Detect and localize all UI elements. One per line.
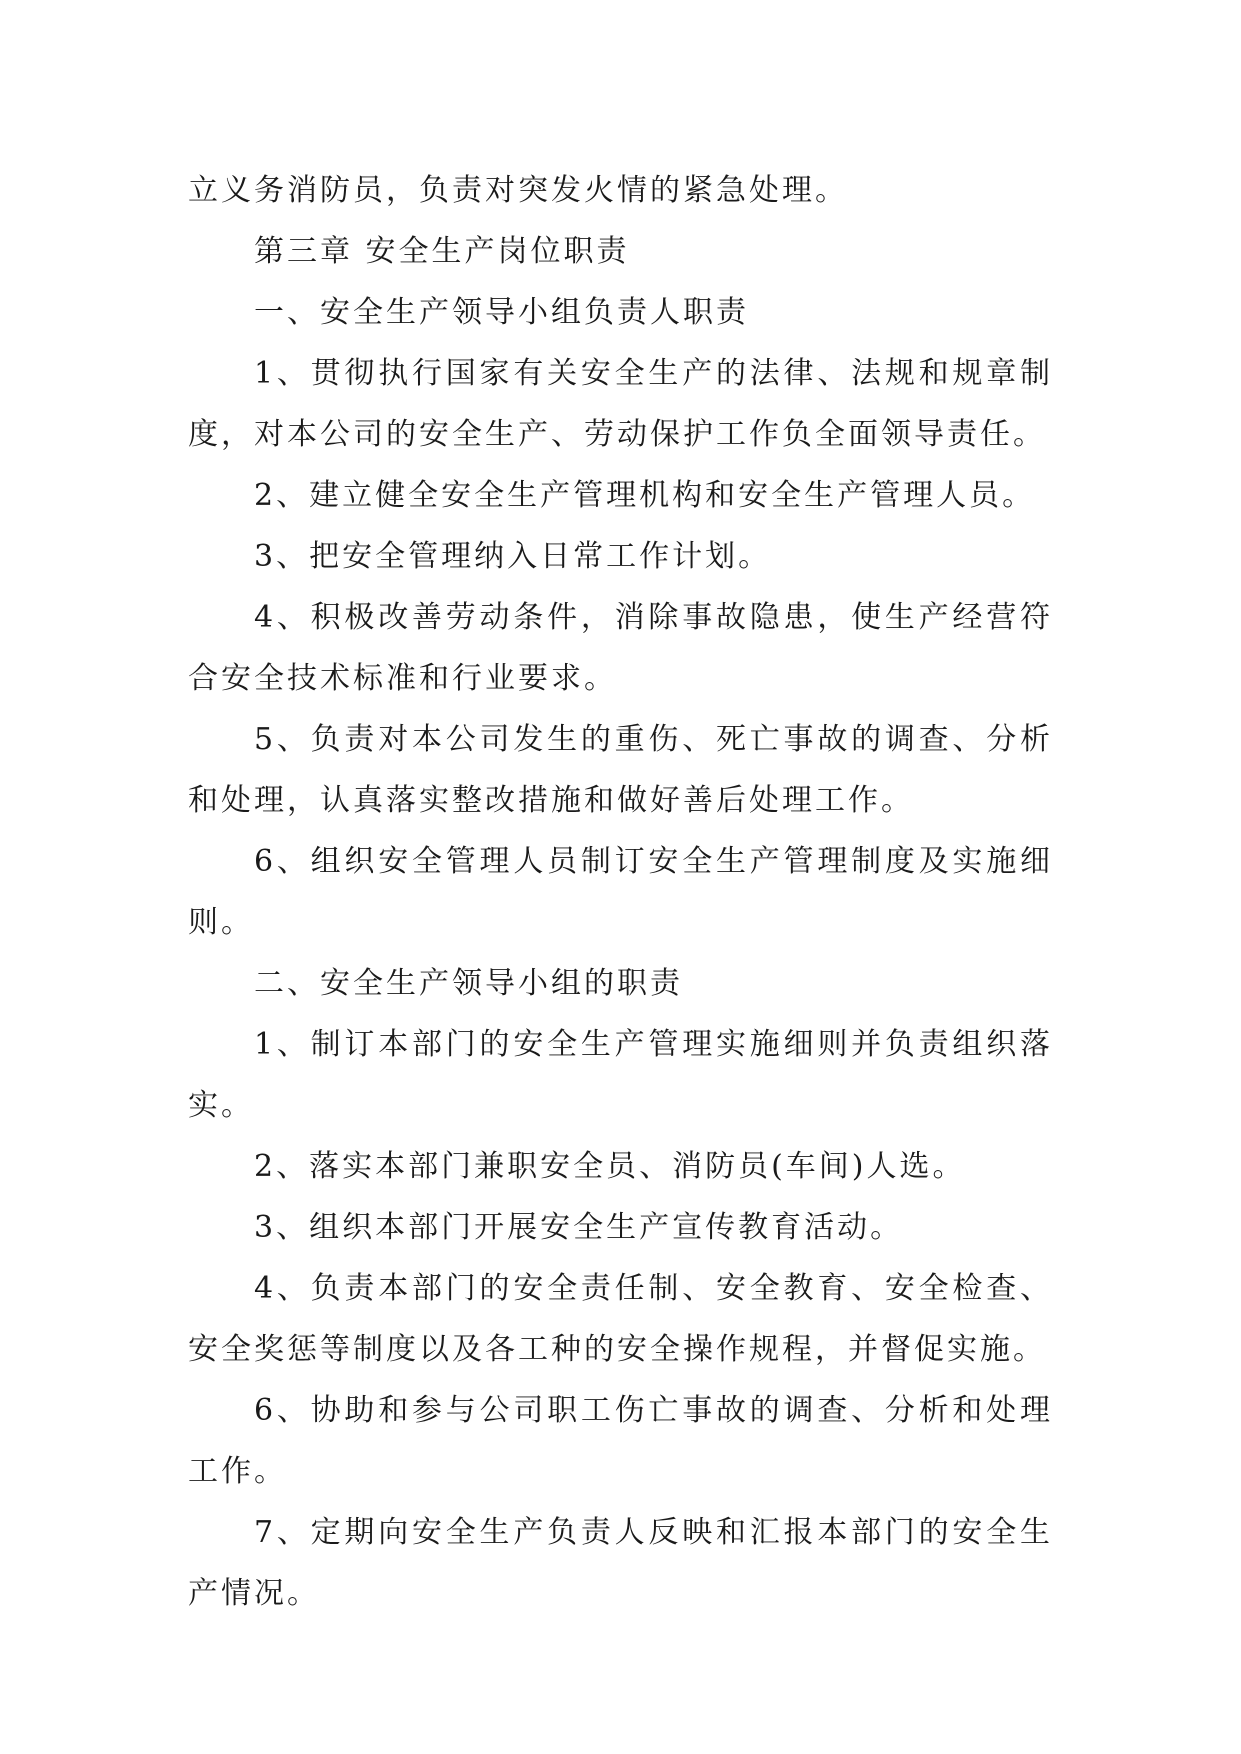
list-item: 2、落实本部门兼职安全员、消防员(车间)人选。 <box>254 1149 966 1184</box>
section-heading-leader-duties: 一、安全生产领导小组负责人职责 <box>254 295 749 330</box>
section-heading-group-duties: 二、安全生产领导小组的职责 <box>254 966 683 1001</box>
list-item: 6、组织安全管理人员制订安全生产管理制度及实施细则。 <box>188 844 1053 940</box>
list-item: 7、定期向安全生产负责人反映和汇报本部门的安全生产情况。 <box>188 1515 1053 1611</box>
chapter-heading: 第三章 安全生产岗位职责 <box>254 234 630 269</box>
list-item: 6、协助和参与公司职工伤亡事故的调查、分析和处理工作。 <box>188 1393 1053 1489</box>
list-item: 4、负责本部门的安全责任制、安全教育、安全检查、安全奖惩等制度以及各工种的安全操作规程，并督促实施。 <box>188 1271 1053 1367</box>
list-item: 4、积极改善劳动条件，消除事故隐患，使生产经营符合安全技术标准和行业要求。 <box>188 600 1053 696</box>
list-item: 3、把安全管理纳入日常工作计划。 <box>254 539 772 574</box>
list-item: 2、建立健全安全生产管理机构和安全生产管理人员。 <box>254 478 1036 513</box>
list-item: 5、负责对本公司发生的重伤、死亡事故的调查、分析和处理，认真落实整改措施和做好善后处理工作。 <box>188 722 1053 818</box>
list-item: 1、制订本部门的安全生产管理实施细则并负责组织落实。 <box>188 1027 1053 1123</box>
list-item: 1、贯彻执行国家有关安全生产的法律、法规和规章制度，对本公司的安全生产、劳动保护工作负全面领导责任。 <box>188 356 1053 452</box>
paragraph-continuation: 立义务消防员，负责对突发火情的紧急处理。 <box>188 173 848 208</box>
list-item: 3、组织本部门开展安全生产宣传教育活动。 <box>254 1210 904 1245</box>
document-body <box>188 160 1053 1624</box>
